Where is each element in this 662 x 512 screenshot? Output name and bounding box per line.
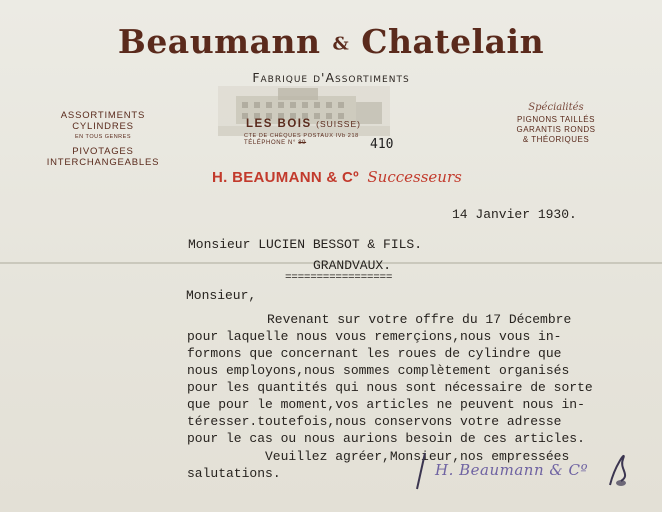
- firm-name-ampersand: &: [332, 33, 350, 55]
- body-line: nous employons,nous sommes complètement organisés: [187, 363, 570, 378]
- firm-subtitle: Fabrique d'Assortiments: [252, 70, 410, 85]
- body-line: que pour le moment,vos articles ne peuvent nous in-: [187, 397, 585, 412]
- left-line-3: EN TOUS GENRES: [74, 134, 131, 140]
- right-line-2: GARANTIS RONDS: [516, 125, 596, 134]
- closing-line-1: Veuillez agréer,Monsieur,nos empressées: [265, 449, 570, 464]
- successor-line: [212, 168, 462, 187]
- left-line-1: ASSORTIMENTS: [60, 110, 146, 121]
- left-line-2: CYLINDRES: [72, 121, 134, 132]
- specialties-title: Spécialités: [528, 102, 584, 113]
- town-name: LES BOIS: [246, 118, 312, 130]
- body-line: formons que concernant les roues de cylindre que: [187, 346, 562, 361]
- town-line: [246, 114, 426, 132]
- successor-name: H. BEAUMANN & Cº: [212, 169, 359, 186]
- closing-line-2: salutations.: [187, 466, 281, 481]
- left-line-5: INTERCHANGEABLES: [46, 157, 160, 168]
- telephone-line: [244, 140, 306, 146]
- body-line: Revenant sur votre offre du 17 Décembre: [267, 312, 572, 327]
- salutation: Monsieur,: [186, 288, 257, 303]
- left-specialties: [38, 110, 168, 168]
- country-name: (SUISSE): [316, 119, 361, 129]
- postal-cheques: CTE DE CHÈQUES POSTAUX IVb 218: [244, 133, 359, 139]
- right-line-1: PIGNONS TAILLÉS: [517, 115, 595, 124]
- firm-name-part2: Chatelain: [361, 22, 545, 61]
- right-line-3: & THÉORIQUES: [522, 135, 590, 144]
- letter-date: 14 Janvier 1930.: [452, 207, 577, 222]
- right-specialties: [490, 102, 622, 145]
- firm-name-part1: Beaumann: [117, 22, 321, 61]
- body-line: téresser.toutefois,nous conservons votre adresse: [187, 414, 562, 429]
- telephone-label: TÉLÉPHONE N°: [244, 140, 296, 146]
- telephone-number: 410: [370, 137, 394, 152]
- signature-stamp: [405, 445, 640, 495]
- addressee-city: GRANDVAUX.: [313, 258, 392, 273]
- telephone-struck-number: 89: [298, 140, 307, 146]
- body-line: pour le cas ou nous aurions besoin de ces articles.: [187, 431, 585, 446]
- body-line: pour laquelle nous vous remerçions,nous vous in-: [187, 329, 562, 344]
- firm-name: [0, 22, 662, 61]
- addressee: Monsieur LUCIEN BESSOT & FILS.: [188, 237, 423, 252]
- body-line: pour les quantités qui nous sont nécessaire de sorte: [187, 380, 593, 395]
- successor-word: Successeurs: [367, 168, 462, 186]
- left-line-4: PIVOTAGES: [72, 146, 134, 157]
- underline-rule: =================: [285, 272, 393, 284]
- signature-text: H. Beaumann & Cº: [435, 461, 589, 479]
